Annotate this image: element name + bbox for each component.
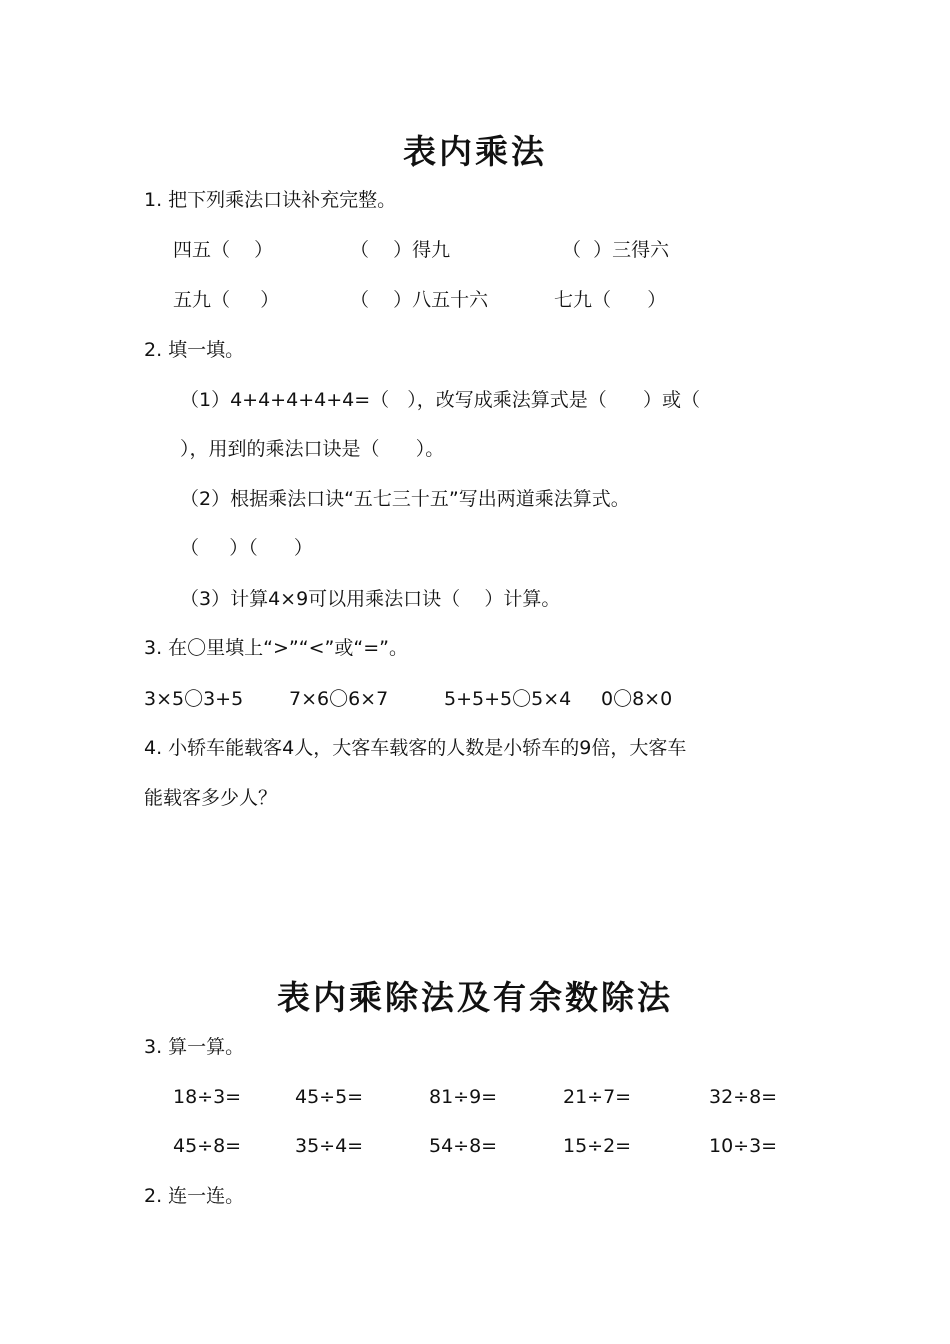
compare-item-4: 0〇8×0 [601, 688, 673, 710]
calc-item: 45÷8= [173, 1135, 242, 1157]
section2-title: 表内乘除法及有余数除法 [277, 978, 673, 1017]
q1-blank-1: 四五（ ） [173, 239, 274, 261]
calc-item: 18÷3= [173, 1086, 242, 1108]
calc-heading: 3. 算一算。 [144, 1036, 245, 1058]
q4-line1: 4. 小轿车能载客4人，大客车载客的人数是小轿车的9倍，大客车 [144, 737, 687, 759]
q1-blank-6: 七九（ ） [554, 289, 667, 311]
calc-item: 54÷8= [429, 1135, 498, 1157]
q2-part1-line2: ），用到的乘法口诀是（ ）。 [180, 438, 445, 460]
q1-blank-2: （ ）得九 [350, 239, 451, 261]
calc-item: 15÷2= [563, 1135, 632, 1157]
calc-item: 45÷5= [295, 1086, 364, 1108]
connect-heading: 2. 连一连。 [144, 1185, 245, 1207]
q2-part1-line1: （1）4+4+4+4+4=（ ），改写成乘法算式是（ ）或（ [180, 389, 700, 411]
calc-item: 10÷3= [709, 1135, 778, 1157]
q1-blank-5: （ ）八五十六 [350, 289, 489, 311]
compare-item-3: 5+5+5〇5×4 [444, 688, 572, 710]
calc-item: 81÷9= [429, 1086, 498, 1108]
q2-heading: 2. 填一填。 [144, 339, 245, 361]
q4-line2: 能载客多少人？ [144, 787, 278, 809]
calc-item: 32÷8= [709, 1086, 778, 1108]
q3-heading: 3. 在〇里填上“>”“<”或“=”。 [144, 637, 408, 659]
calc-item: 35÷4= [295, 1135, 364, 1157]
q2-part2-blanks: （ ）（ ） [180, 537, 313, 559]
compare-item-2: 7×6〇6×7 [289, 688, 389, 710]
q1-heading: 1. 把下列乘法口诀补充完整。 [144, 189, 397, 211]
q1-blank-4: 五九（ ） [173, 289, 280, 311]
q1-blank-3: （ ）三得六 [562, 239, 670, 261]
q2-part3: （3）计算4×9可以用乘法口诀（ ）计算。 [180, 588, 561, 610]
q2-part2: （2）根据乘法口诀“五七三十五”写出两道乘法算式。 [180, 488, 630, 510]
compare-item-1: 3×5〇3+5 [144, 688, 244, 710]
calc-item: 21÷7= [563, 1086, 632, 1108]
section1-title: 表内乘法 [403, 132, 547, 171]
